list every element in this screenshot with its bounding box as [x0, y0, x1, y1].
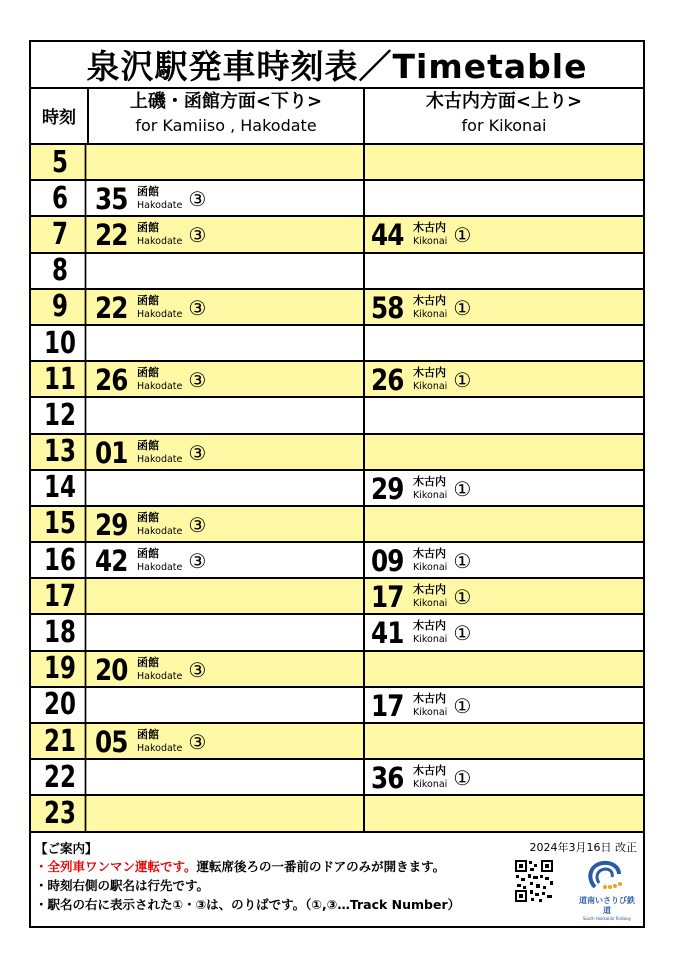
hour-cell: 23 [35, 796, 86, 830]
departure-entry [95, 292, 206, 324]
destination-en: Hakodate [137, 670, 183, 682]
timetable-row [31, 579, 643, 615]
destination-label [413, 584, 447, 610]
down-departure-cell [89, 796, 365, 830]
railway-logo-mark-icon [579, 859, 635, 893]
down-departure-cell [89, 326, 365, 360]
track-number: ③ [188, 440, 207, 465]
hour-cell: 18 [35, 615, 86, 649]
up-departure-cell [365, 724, 643, 758]
hour-cell: 9 [35, 290, 86, 324]
destination-en: Kikonai [413, 634, 448, 646]
destination-jp: 函館 [137, 438, 159, 452]
destination-jp: 木古内 [413, 547, 446, 561]
timetable-row [31, 688, 643, 724]
departure-entry [95, 437, 206, 469]
timetable-row [31, 290, 643, 326]
down-direction-en: for Kamiiso , Hakodate [135, 116, 317, 135]
destination-en: Kikonai [413, 308, 448, 320]
departure-entry [95, 654, 206, 686]
destination-en: Kikonai [413, 381, 448, 393]
departure-minute: 17 [371, 580, 404, 615]
destination-en: Kikonai [413, 779, 448, 791]
timetable-row [31, 652, 643, 688]
down-departure-cell [89, 652, 365, 686]
up-departure-cell [365, 181, 643, 215]
down-departure-cell [89, 254, 365, 288]
revision-date: 2024年3月16日 改正 [529, 841, 637, 854]
destination-label [413, 765, 447, 791]
timetable-row [31, 217, 643, 253]
destination-jp: 函館 [137, 221, 159, 235]
railway-logo-sub: South Hokkaido Railway [582, 916, 632, 921]
up-direction-en: for Kikonai [461, 116, 547, 135]
hour-cell: 7 [35, 217, 86, 251]
up-departure-cell [365, 254, 643, 288]
timetable-row [31, 471, 643, 507]
departure-entry [95, 509, 206, 541]
up-departure-cell [365, 398, 643, 432]
hour-column-header: 時刻 [31, 87, 89, 145]
destination-en: Hakodate [137, 453, 183, 465]
destination-label [413, 548, 447, 574]
notice-section [31, 837, 643, 926]
down-departure-cell [89, 579, 365, 613]
down-departure-cell [89, 181, 365, 215]
timetable-row [31, 760, 643, 796]
departure-minute: 29 [371, 471, 404, 506]
destination-en: Kikonai [413, 489, 448, 501]
departure-minute: 36 [371, 761, 404, 796]
destination-jp: 函館 [137, 728, 159, 741]
timetable-sheet [29, 40, 645, 928]
hour-cell: 12 [35, 398, 86, 432]
destination-label [137, 548, 182, 574]
destination-jp: 木古内 [413, 619, 446, 633]
destination-jp: 函館 [137, 510, 159, 524]
departure-minute: 05 [95, 725, 128, 759]
hour-cell: 16 [35, 543, 86, 577]
destination-en: Hakodate [137, 562, 183, 574]
departure-entry [371, 219, 471, 251]
up-departure-cell [365, 796, 643, 830]
destination-jp: 木古内 [413, 764, 446, 778]
track-number: ① [453, 585, 472, 610]
down-direction-jp: 上磯・函館方面<下り> [129, 91, 323, 112]
up-direction-jp: 木古内方面<上り> [425, 91, 583, 112]
track-number: ③ [188, 512, 207, 537]
destination-label [137, 657, 182, 683]
track-number: ③ [188, 223, 207, 248]
hour-cell: 10 [35, 326, 86, 360]
timetable-row [31, 362, 643, 398]
up-direction-header [365, 87, 643, 145]
departure-entry [95, 545, 206, 577]
timetable-row [31, 796, 643, 832]
timetable-row [31, 435, 643, 471]
up-departure-cell [365, 579, 643, 613]
destination-label [413, 620, 447, 646]
up-departure-cell [365, 615, 643, 649]
hour-cell: 19 [35, 652, 86, 686]
down-departure-cell [89, 543, 365, 577]
departure-minute: 29 [95, 507, 128, 542]
track-number: ③ [188, 730, 207, 754]
track-number: ③ [188, 657, 207, 682]
departure-entry [95, 219, 206, 251]
hour-cell: 17 [35, 579, 86, 613]
departure-entry [371, 690, 471, 722]
destination-en: Hakodate [137, 308, 183, 320]
hour-cell: 13 [35, 435, 86, 469]
departure-minute: 42 [95, 544, 128, 579]
down-departure-cell [89, 507, 365, 541]
track-number: ① [453, 223, 472, 248]
destination-label [413, 295, 447, 321]
departure-entry [95, 364, 206, 396]
departure-entry [371, 617, 471, 649]
departure-minute: 26 [95, 363, 128, 398]
timetable-row [31, 181, 643, 217]
timetable-row [31, 543, 643, 579]
departure-minute: 35 [95, 182, 128, 217]
down-departure-cell [89, 217, 365, 251]
up-departure-cell [365, 435, 643, 469]
up-departure-cell [365, 471, 643, 505]
destination-en: Kikonai [413, 706, 448, 718]
down-departure-cell [89, 615, 365, 649]
departure-minute: 09 [371, 544, 404, 579]
destination-en: Hakodate [137, 525, 183, 537]
timetable-row [31, 615, 643, 651]
destination-en: Hakodate [137, 236, 183, 248]
railway-logo-name: 道南いさりび鉄道 [579, 896, 635, 915]
destination-en: Kikonai [413, 236, 448, 248]
hour-cell: 11 [35, 362, 86, 396]
destination-en: Hakodate [137, 743, 183, 754]
destination-label [137, 295, 182, 321]
destination-label [413, 476, 447, 502]
track-number: ③ [188, 549, 207, 574]
hour-cell: 22 [35, 760, 86, 794]
destination-label [137, 222, 182, 248]
hour-cell: 6 [35, 181, 86, 215]
timetable-row [31, 145, 643, 181]
destination-en: Hakodate [137, 381, 183, 393]
hour-cell: 15 [35, 507, 86, 541]
timetable-row [31, 254, 643, 290]
hour-cell: 5 [35, 145, 86, 179]
departure-minute: 20 [95, 652, 128, 687]
destination-jp: 函館 [137, 293, 159, 307]
up-departure-cell [365, 326, 643, 360]
departure-minute: 22 [95, 290, 128, 325]
track-number: ③ [188, 187, 207, 212]
notice-line-destination: ・時刻右側の駅名は行先です。 [35, 878, 210, 893]
page-title: 泉沢駅発車時刻表／Timetable [31, 42, 643, 89]
track-number: ① [453, 621, 472, 646]
down-departure-cell [89, 724, 365, 758]
timetable-row [31, 507, 643, 543]
up-departure-cell [365, 688, 643, 722]
up-departure-cell [365, 145, 643, 179]
destination-label [137, 729, 182, 755]
notice-oneman-rest: 運転席後ろの一番前のドアのみが開きます。 [196, 859, 446, 874]
up-departure-cell [365, 652, 643, 686]
track-number: ① [453, 295, 472, 320]
timetable-row [31, 724, 643, 760]
down-departure-cell [89, 145, 365, 179]
timetable-row [31, 326, 643, 362]
destination-jp: 木古内 [413, 583, 446, 597]
departure-minute: 01 [95, 435, 128, 470]
departure-entry [371, 364, 471, 396]
notice-oneman-red: ・全列車ワンマン運転です。 [35, 859, 197, 874]
track-number: ① [453, 368, 472, 393]
departure-entry [95, 726, 206, 758]
destination-label [137, 186, 182, 212]
destination-jp: 函館 [137, 655, 159, 669]
down-departure-cell [89, 471, 365, 505]
destination-jp: 函館 [137, 366, 159, 380]
railway-logo [579, 859, 635, 921]
departure-minute: 44 [371, 218, 404, 253]
departure-minute: 26 [371, 363, 404, 398]
track-number: ③ [188, 368, 207, 393]
up-departure-cell [365, 543, 643, 577]
destination-label [137, 440, 182, 466]
departure-minute: 22 [95, 218, 128, 253]
departure-entry [371, 473, 471, 505]
up-departure-cell [365, 507, 643, 541]
down-departure-cell [89, 760, 365, 794]
track-number: ① [453, 549, 472, 574]
destination-label [137, 367, 182, 393]
hour-cell: 8 [35, 254, 86, 288]
destination-label [413, 693, 447, 719]
departure-entry [371, 545, 471, 577]
timetable-row [31, 398, 643, 434]
departure-minute: 58 [371, 290, 404, 325]
track-number: ① [453, 766, 472, 791]
down-departure-cell [89, 290, 365, 324]
track-number: ① [453, 693, 472, 718]
track-number: ① [453, 476, 472, 501]
destination-en: Kikonai [413, 562, 448, 574]
notice-line-track: ・駅名の右に表示された①・③は、のりばです。（①,③…Track Number） [35, 897, 461, 912]
destination-jp: 木古内 [413, 221, 446, 235]
destination-jp: 木古内 [413, 366, 446, 380]
hour-cell: 20 [35, 688, 86, 722]
destination-jp: 木古内 [413, 474, 446, 488]
down-departure-cell [89, 688, 365, 722]
track-number: ③ [188, 295, 207, 320]
up-departure-cell [365, 362, 643, 396]
notice-line-oneman [35, 857, 445, 875]
departure-entry [371, 292, 471, 324]
destination-jp: 函館 [137, 185, 159, 199]
destination-label [413, 222, 447, 248]
hour-cell: 14 [35, 471, 86, 505]
destination-label [413, 367, 447, 393]
departure-minute: 41 [371, 616, 404, 651]
destination-label [137, 512, 182, 538]
notice-heading: 【ご案内】 [35, 841, 98, 856]
departure-minute: 17 [371, 688, 404, 723]
timetable-grid [31, 145, 643, 833]
down-departure-cell [89, 398, 365, 432]
departure-entry [95, 183, 206, 215]
down-departure-cell [89, 435, 365, 469]
departure-entry [371, 581, 471, 613]
qr-code-icon[interactable] [514, 859, 554, 903]
destination-jp: 木古内 [413, 293, 446, 307]
up-departure-cell [365, 760, 643, 794]
destination-jp: 函館 [137, 547, 159, 561]
hour-cell: 21 [35, 724, 86, 758]
down-departure-cell [89, 362, 365, 396]
destination-en: Kikonai [413, 598, 448, 610]
departure-entry [371, 762, 471, 794]
up-departure-cell [365, 290, 643, 324]
destination-en: Hakodate [137, 200, 183, 212]
destination-jp: 木古内 [413, 691, 446, 705]
up-departure-cell [365, 217, 643, 251]
down-direction-header [89, 87, 365, 145]
